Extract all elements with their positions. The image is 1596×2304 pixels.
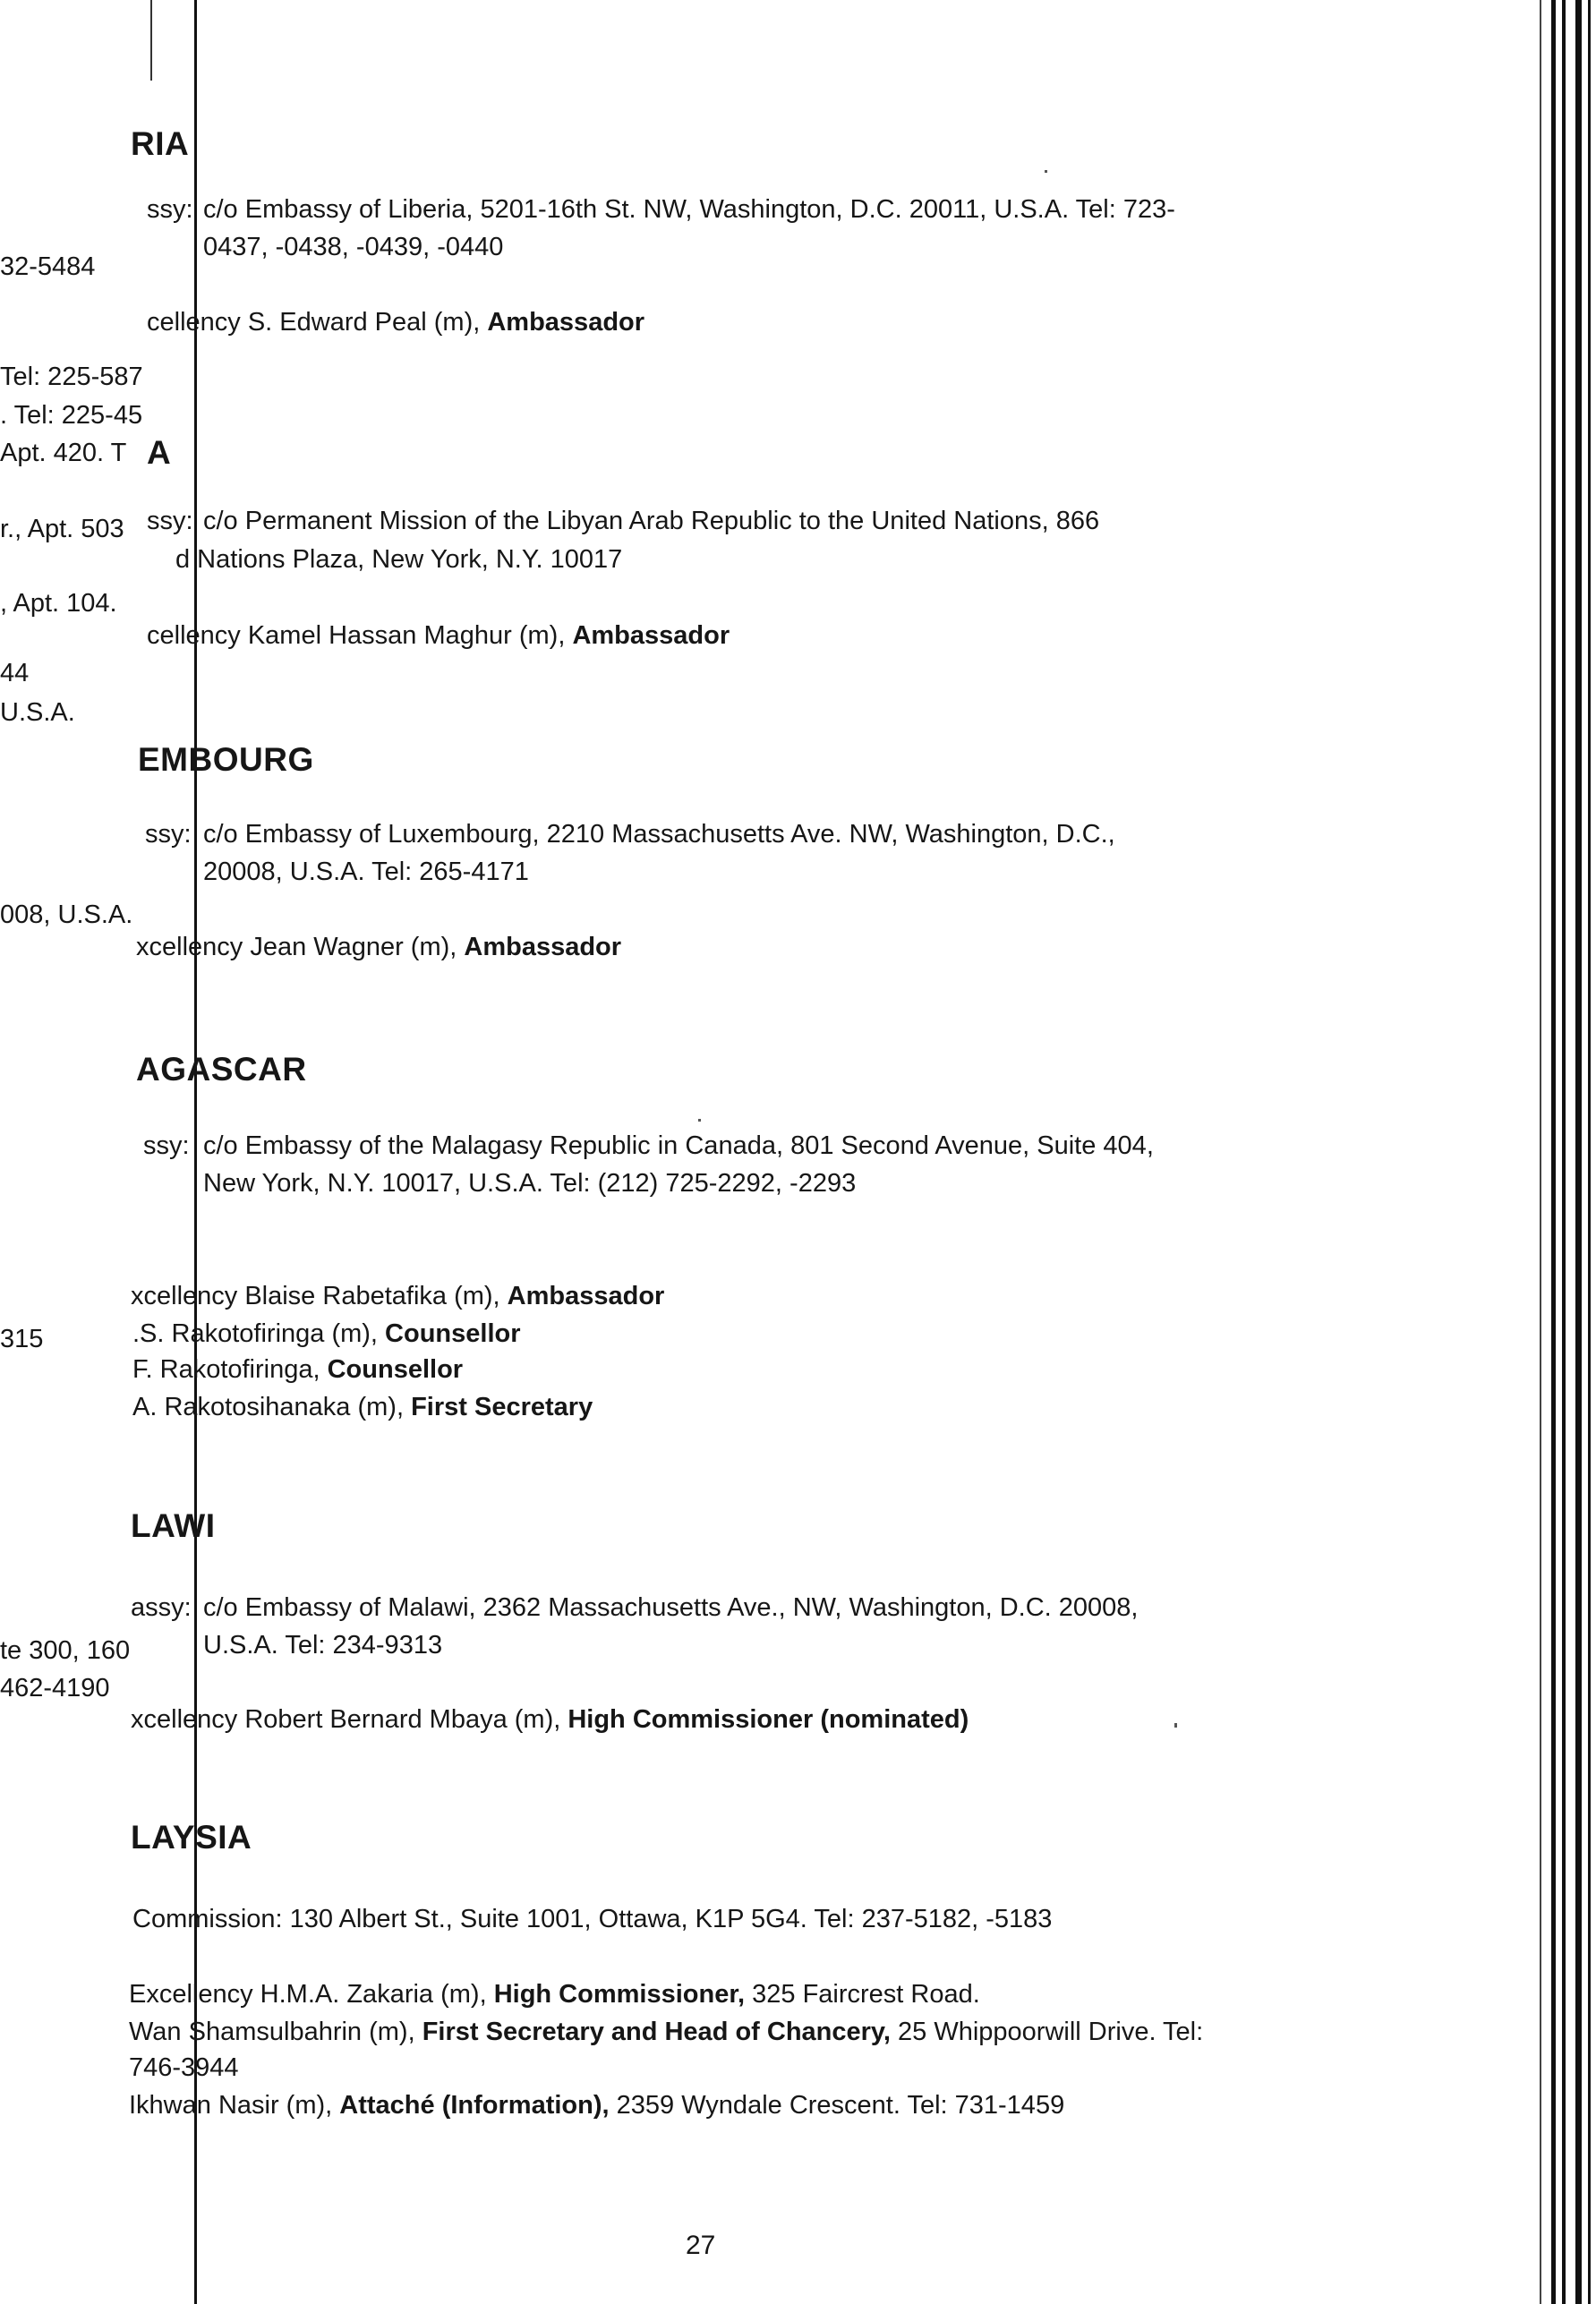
staff-name: ency Kamel Hassan Maghur (m), (185, 621, 573, 650)
staff-title: First Secretary (411, 1393, 593, 1421)
left-fragment: 32-5484 (0, 252, 96, 281)
embassy-address: 0437, -0438, -0439, -0440 (203, 233, 504, 261)
staff-prefix: xcell (131, 1705, 183, 1734)
left-fragment: r., Apt. 503 (0, 515, 124, 543)
embassy-address: d Nations Plaza, New York, N.Y. 10017 (175, 545, 623, 574)
staff-name: akotofiringa, (178, 1355, 328, 1384)
staff-name: an Nasir (m), (182, 2091, 340, 2120)
staff-title: Ambassador (487, 308, 645, 337)
staff-prefix: xcell (131, 1282, 183, 1310)
staff-entry (147, 310, 644, 336)
gutter-line (194, 0, 197, 2304)
speck (1045, 170, 1047, 173)
staff-extra: 325 Faircrest Road. (745, 1980, 980, 2009)
staff-title: Ambassador (507, 1282, 665, 1310)
staff-entry (131, 1284, 664, 1310)
staff-extra: 25 Whippoorwill Drive. Tel: (890, 2018, 1204, 2046)
staff-title: Attaché (Information), (339, 2091, 610, 2120)
left-fragment: . Tel: 225-45 (0, 401, 143, 430)
staff-entry (136, 934, 621, 960)
section-heading: LAYSIA (131, 1819, 252, 1856)
staff-name: akotofiringa (m), (190, 1319, 386, 1348)
embassy-label: Com (132, 1905, 188, 1933)
left-fragment: 44 (0, 659, 30, 687)
left-fragment: Apt. 420. T (0, 439, 127, 467)
embassy-address: c/o Embassy of the Malagasy Republic in Canada, 801 Second Avenue, Suite 404, (203, 1131, 1154, 1160)
staff-prefix: Ikhw (129, 2091, 183, 2120)
embassy-address: c/o Embassy of Luxembourg, 2210 Massachusetts Ave. NW, Washington, D.C., (203, 820, 1115, 849)
embassy-address: mission: 130 Albert St., Suite 1001, Ottawa, K1P 5G4. Tel: 237-5182, -5183 (187, 1905, 1053, 1933)
staff-entry (132, 1395, 593, 1421)
embassy-label: ssy: (145, 820, 192, 849)
staff-entry (131, 1707, 969, 1733)
section-heading: LAWI (131, 1507, 216, 1544)
section-heading: A (147, 434, 172, 471)
left-fragment: 315 (0, 1325, 44, 1353)
staff-prefix: cell (147, 621, 186, 650)
staff-name: ency S. Edward Peal (m), (185, 308, 488, 337)
left-fragment: 462-4190 (0, 1674, 110, 1702)
staff-name: 3944 (181, 2053, 239, 2082)
staff-title: Counsellor (327, 1355, 464, 1384)
embassy-address: U.S.A. Tel: 234-9313 (203, 1631, 443, 1660)
embassy-address: New York, N.Y. 10017, U.S.A. Tel: (212) 725-2292, -2293 (203, 1169, 857, 1198)
binding-line (1588, 0, 1591, 2304)
staff-title: Ambassador (572, 621, 730, 650)
staff-name: Shamsulbahrin (m), (188, 2018, 422, 2046)
staff-prefix: F. R (132, 1355, 179, 1384)
staff-title: High Commissioner, (493, 1980, 746, 2009)
staff-name: ency Jean Wagner (m), (188, 933, 465, 961)
staff-prefix: .S. R (132, 1319, 191, 1348)
embassy-address: c/o Permanent Mission of the Libyan Arab Republic to the United Nations, 866 (203, 507, 1100, 535)
left-fragment: U.S.A. (0, 698, 75, 727)
embassy-address: 20008, U.S.A. Tel: 265-4171 (203, 858, 529, 886)
embassy-label: assy: (131, 1593, 192, 1622)
staff-entry (132, 1321, 521, 1347)
staff-prefix: cell (147, 308, 186, 337)
binding-line (1551, 0, 1556, 2304)
left-fragment: , Apt. 104. (0, 589, 117, 618)
embassy-address: c/o Embassy of Liberia, 5201-16th St. NW, Washington, D.C. 20011, U.S.A. Tel: 723- (203, 195, 1175, 224)
staff-entry (129, 2019, 1203, 2045)
staff-extra: 2359 Wyndale Crescent. Tel: 731-1459 (609, 2091, 1065, 2120)
staff-name: akotosihanaka (m), (183, 1393, 412, 1421)
binding-line (1562, 0, 1566, 2304)
binding-line (1575, 0, 1582, 2304)
left-fragment: Tel: 225-587 (0, 363, 143, 391)
staff-title: Counsellor (385, 1319, 521, 1348)
staff-entry (132, 1357, 463, 1383)
staff-name: ency Blaise Rabetafika (m), (183, 1282, 508, 1310)
gutter-line-faint (150, 0, 152, 81)
section-heading: EMBOURG (138, 741, 314, 778)
staff-title: High Commissioner (nominated) (568, 1705, 969, 1734)
staff-entry (129, 2093, 1064, 2119)
staff-entry (147, 623, 730, 649)
staff-title: First Secretary and Head of Chancery, (422, 2018, 891, 2046)
embassy-label: ssy: (147, 195, 193, 224)
staff-prefix: 746- (129, 2053, 182, 2082)
left-fragment: te 300, 160 (0, 1636, 131, 1665)
staff-name: ency H.M.A. Zakaria (m), (198, 1980, 494, 2009)
staff-prefix: xcell (136, 933, 189, 961)
embassy-label: ssy: (143, 1131, 190, 1160)
staff-prefix: Wan (129, 2018, 189, 2046)
staff-entry (129, 2055, 239, 2081)
staff-name: ency Robert Bernard Mbaya (m), (183, 1705, 568, 1734)
staff-prefix: A. R (132, 1393, 183, 1421)
staff-entry (129, 1982, 980, 2008)
page-number: 27 (686, 2231, 716, 2260)
embassy-label: ssy: (147, 507, 193, 535)
high-commission-address (132, 1907, 1052, 1933)
staff-title: Ambassador (464, 933, 622, 961)
staff-prefix: Excell (129, 1980, 199, 2009)
section-heading: RIA (131, 125, 190, 162)
speck (698, 1119, 701, 1122)
left-fragment: 008, U.S.A. (0, 900, 133, 929)
binding-line (1540, 0, 1541, 2304)
embassy-address: c/o Embassy of Malawi, 2362 Massachusetts Ave., NW, Washington, D.C. 20008, (203, 1593, 1139, 1622)
section-heading: AGASCAR (136, 1051, 307, 1088)
speck (1174, 1723, 1177, 1728)
